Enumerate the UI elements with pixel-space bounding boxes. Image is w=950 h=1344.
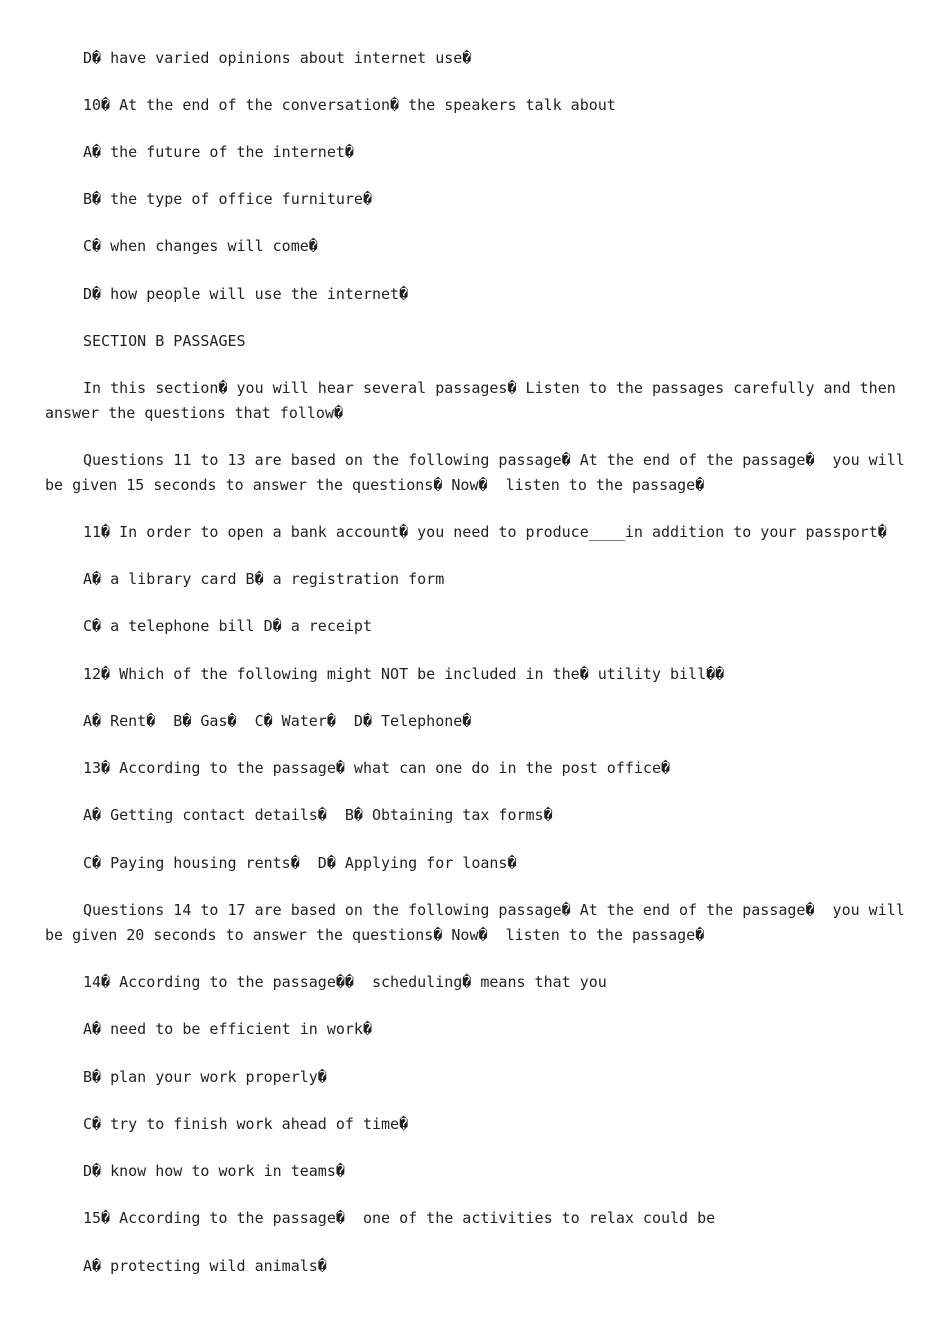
passage-intro-11-13: Questions 11 to 13 are based on the following passage� At the end of the passage� you will be given 15 seconds to answer the questions� Now� listen to the passage� xyxy=(45,451,914,494)
passage-intro-14-17: Questions 14 to 17 are based on the following passage� At the end of the passage� you will be given 20 seconds to answer the questions� Now� listen to the passage� xyxy=(45,901,914,944)
options-ab-q11: A� a library card B� a registration form xyxy=(83,570,445,588)
question-14: 14� According to the passage�� scheduling� means that you xyxy=(83,973,607,991)
question-12: 12� Which of the following might NOT be included in the� utility bill�� xyxy=(83,665,725,683)
option-c-q10: C� when changes will come� xyxy=(83,237,318,255)
options-cd-q13: C� Paying housing rents� D� Applying for loans� xyxy=(83,854,517,872)
question-15: 15� According to the passage� one of the activities to relax could be xyxy=(83,1209,716,1227)
options-q12: A� Rent� B� Gas� C� Water� D� Telephone� xyxy=(83,712,472,730)
question-11: 11� In order to open a bank account� you need to produce____in addition to your passport� xyxy=(83,523,887,541)
question-10: 10� At the end of the conversation� the speakers talk about xyxy=(83,96,616,114)
question-13: 13� According to the passage� what can one do in the post office� xyxy=(83,759,670,777)
option-c-q14: C� try to finish work ahead of time� xyxy=(83,1115,409,1133)
option-b-q14: B� plan your work properly� xyxy=(83,1068,327,1086)
options-cd-q11: C� a telephone bill D� a receipt xyxy=(83,617,372,635)
option-a-q14: A� need to be efficient in work� xyxy=(83,1020,372,1038)
option-d-q14: D� know how to work in teams� xyxy=(83,1162,345,1180)
option-d-q10: D� how people will use the internet� xyxy=(83,285,409,303)
option-b-q10: B� the type of office furniture� xyxy=(83,190,372,208)
option-a-q15: A� protecting wild animals� xyxy=(83,1257,327,1275)
section-heading: SECTION B PASSAGES xyxy=(83,332,246,350)
options-ab-q13: A� Getting contact details� B� Obtaining tax forms� xyxy=(83,806,553,824)
section-instructions: In this section� you will hear several passages� Listen to the passages carefully and then answer the questions that follow� xyxy=(45,379,905,422)
option-d-q9: D� have varied opinions about internet use� xyxy=(83,49,472,67)
option-a-q10: A� the future of the internet� xyxy=(83,143,354,161)
